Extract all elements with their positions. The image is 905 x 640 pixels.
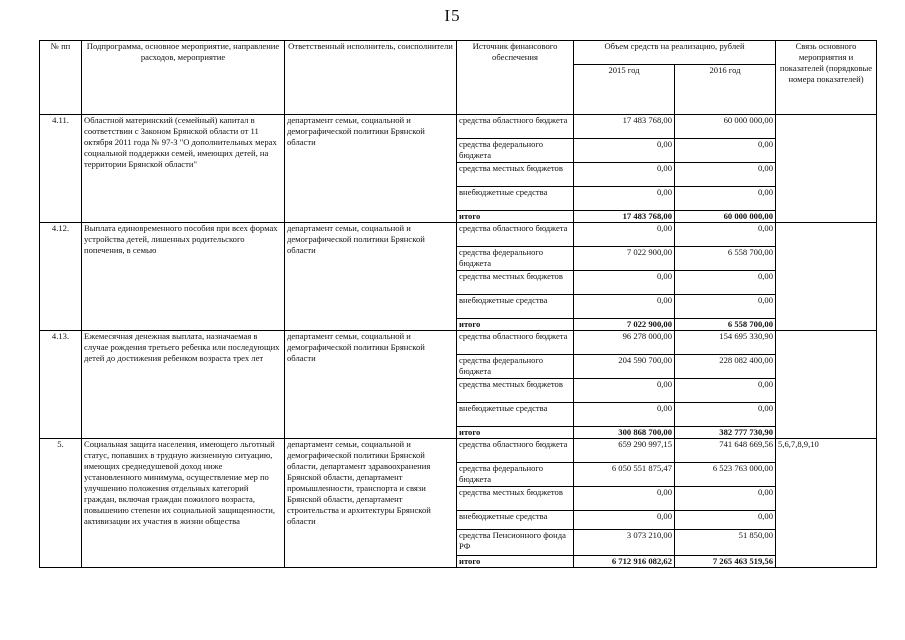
amount-2015: 0,00 (574, 403, 675, 427)
funding-source: средства федерального бюджета (457, 139, 574, 163)
header-source: Источник финансового обеспечения (457, 41, 574, 115)
funding-source: средства областного бюджета (457, 115, 574, 139)
amount-2015: 0,00 (574, 379, 675, 403)
table-body (40, 115, 877, 568)
amount-2015: 0,00 (574, 187, 675, 211)
funding-source: средства местных бюджетов (457, 379, 574, 403)
executor: департамент семьи, социальной и демографической политики Брянской области (285, 223, 457, 331)
amount-2016: 741 648 669,56 (675, 439, 776, 463)
funding-source: итого (457, 211, 574, 223)
amount-2016: 0,00 (675, 187, 776, 211)
funding-source: средства местных бюджетов (457, 487, 574, 511)
funding-source: средства областного бюджета (457, 439, 574, 463)
header-subprogram: Подпрограмма, основное мероприятие, направление расходов, мероприятие (82, 41, 285, 115)
header-year-2016: 2016 год (675, 65, 776, 115)
funding-source: внебюджетные средства (457, 403, 574, 427)
executor: департамент семьи, социальной и демографической политики Брянской области, департамент здравоохранения Брянской области, департамент промышленности, транспорта и связи Брянской области, департамент строительства и архитектуры Брянской области (285, 439, 457, 568)
measure-name: Ежемесячная денежная выплата, назначаемая в случае рождения третьего ребенка или последующих детей до достижения ребенком возраста трех лет (82, 331, 285, 439)
indicator-link (776, 331, 877, 439)
amount-2016: 7 265 463 519,56 (675, 556, 776, 568)
amount-2016: 0,00 (675, 271, 776, 295)
amount-2015: 0,00 (574, 163, 675, 187)
amount-2015: 3 073 210,00 (574, 530, 675, 556)
amount-2015: 0,00 (574, 295, 675, 319)
amount-2016: 0,00 (675, 403, 776, 427)
funding-source: итого (457, 556, 574, 568)
amount-2016: 154 695 330,90 (675, 331, 776, 355)
row-number: 4.13. (40, 331, 82, 439)
amount-2016: 0,00 (675, 139, 776, 163)
row-number: 4.12. (40, 223, 82, 331)
funding-source: средства Пенсионного фонда РФ (457, 530, 574, 556)
funding-source: средства областного бюджета (457, 331, 574, 355)
amount-2016: 51 850,00 (675, 530, 776, 556)
indicator-link: 5,6,7,8,9,10 (776, 439, 877, 568)
executor: департамент семьи, социальной и демографической политики Брянской области (285, 115, 457, 223)
indicator-link (776, 223, 877, 331)
funding-source: средства федерального бюджета (457, 355, 574, 379)
indicator-link (776, 115, 877, 223)
amount-2016: 6 558 700,00 (675, 319, 776, 331)
amount-2015: 0,00 (574, 487, 675, 511)
funding-source: средства федерального бюджета (457, 247, 574, 271)
page-number: I5 (444, 6, 461, 25)
amount-2015: 659 290 997,15 (574, 439, 675, 463)
amount-2016: 228 082 400,00 (675, 355, 776, 379)
funding-source: внебюджетные средства (457, 511, 574, 530)
row-number: 5. (40, 439, 82, 568)
amount-2016: 0,00 (675, 379, 776, 403)
table-row (40, 439, 877, 463)
amount-2016: 60 000 000,00 (675, 115, 776, 139)
amount-2015: 17 483 768,00 (574, 115, 675, 139)
measure-name: Областной материнский (семейный) капитал в соответствии с Законом Брянской области от 11 октября 2011 года № 97-З "О дополнительных мерах социальной поддержки семей, имеющих детей, на территории Брянской области" (82, 115, 285, 223)
amount-2016: 6 523 763 000,00 (675, 463, 776, 487)
amount-2016: 0,00 (675, 223, 776, 247)
amount-2016: 6 558 700,00 (675, 247, 776, 271)
amount-2016: 0,00 (675, 295, 776, 319)
amount-2015: 0,00 (574, 223, 675, 247)
budget-table (39, 40, 877, 568)
header-volume: Объем средств на реализацию, рублей (574, 41, 776, 65)
amount-2015: 7 022 900,00 (574, 319, 675, 331)
amount-2015: 17 483 768,00 (574, 211, 675, 223)
header-num: № пп (40, 41, 82, 115)
amount-2016: 382 777 730,90 (675, 427, 776, 439)
funding-source: средства местных бюджетов (457, 271, 574, 295)
amount-2015: 6 712 916 082,62 (574, 556, 675, 568)
row-number: 4.11. (40, 115, 82, 223)
amount-2015: 300 868 700,00 (574, 427, 675, 439)
amount-2016: 0,00 (675, 511, 776, 530)
measure-name: Социальная защита населения, имеющего льготный статус, попавших в трудную жизненную ситуацию, имеющих среднедушевой доход ниже установленного минимума, осуществление мер по улучшению положения отдельных категорий граждан, включая граждан пожилого возраста, повышению степени их социальной защищенности, активизации их участия в жизни общества (82, 439, 285, 568)
funding-source: средства областного бюджета (457, 223, 574, 247)
amount-2015: 7 022 900,00 (574, 247, 675, 271)
header-link: Связь основного мероприятия и показателей (порядковые номера показателей) (776, 41, 877, 115)
header-year-2015: 2015 год (574, 65, 675, 115)
amount-2016: 0,00 (675, 163, 776, 187)
table-row (40, 115, 877, 139)
amount-2015: 0,00 (574, 271, 675, 295)
funding-source: внебюджетные средства (457, 295, 574, 319)
funding-source: средства местных бюджетов (457, 163, 574, 187)
amount-2015: 0,00 (574, 511, 675, 530)
amount-2015: 204 590 700,00 (574, 355, 675, 379)
amount-2016: 0,00 (675, 487, 776, 511)
funding-source: итого (457, 319, 574, 331)
header-executor: Ответственный исполнитель, соисполнители (285, 41, 457, 115)
measure-name: Выплата единовременного пособия при всех формах устройства детей, лишенных родительского попечения, в семью (82, 223, 285, 331)
amount-2015: 96 278 000,00 (574, 331, 675, 355)
funding-source: итого (457, 427, 574, 439)
amount-2016: 60 000 000,00 (675, 211, 776, 223)
amount-2015: 6 050 551 875,47 (574, 463, 675, 487)
funding-source: средства федерального бюджета (457, 463, 574, 487)
table-row (40, 223, 877, 247)
amount-2015: 0,00 (574, 139, 675, 163)
table-row (40, 331, 877, 355)
executor: департамент семьи, социальной и демографической политики Брянской области (285, 331, 457, 439)
funding-source: внебюджетные средства (457, 187, 574, 211)
